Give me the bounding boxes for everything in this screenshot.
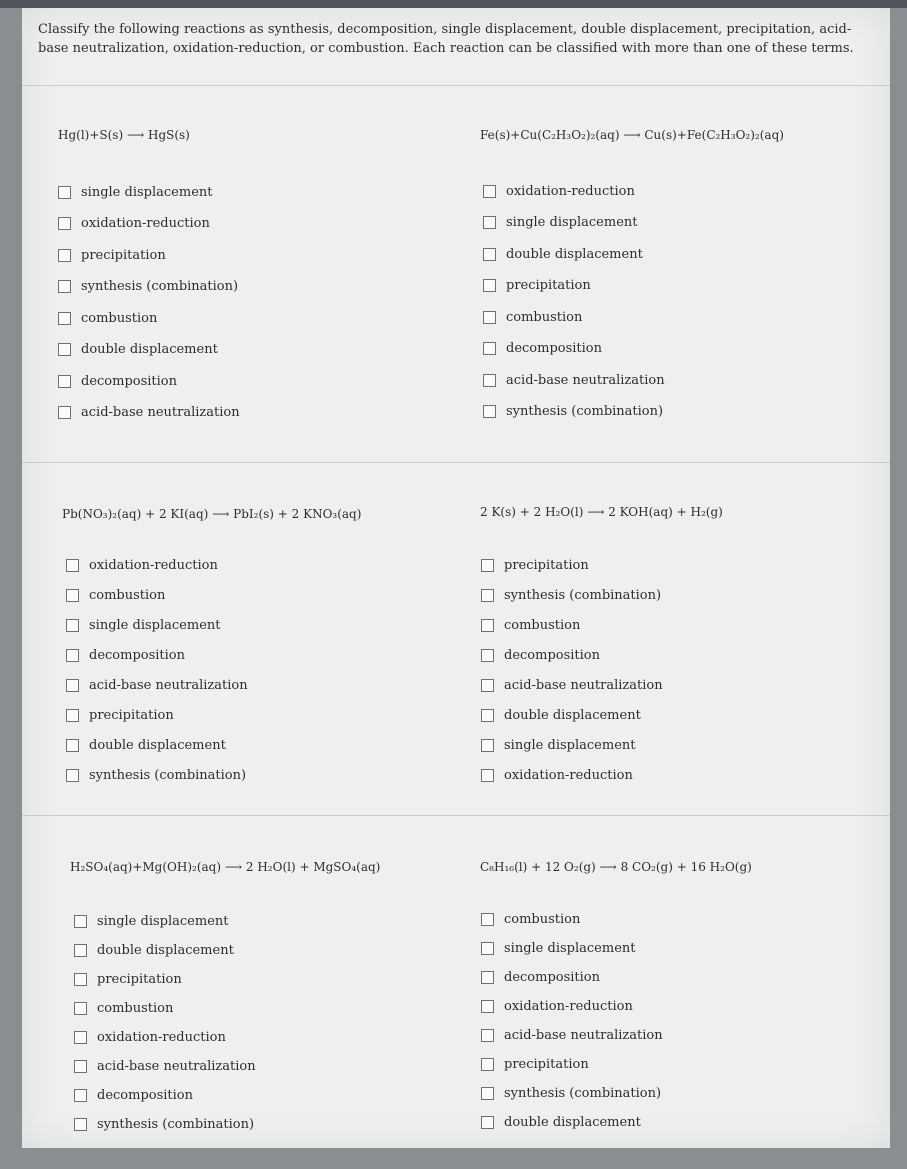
option-label: decomposition (81, 373, 178, 389)
option-checkbox[interactable] (483, 404, 665, 420)
option-label: double displacement (89, 737, 226, 753)
reaction-5-options (74, 913, 256, 1132)
option-label: single displacement (504, 940, 636, 956)
instructions-text: Classify the following reactions as synthesis, decomposition, single displacement, double displacement, precipitation, acid-base neutralization, oxidation-reduction, or combustion. Each reaction can be classified with more than one of these terms. (38, 22, 854, 56)
option-checkbox[interactable] (66, 707, 248, 723)
checkbox[interactable] (66, 739, 79, 752)
checkbox[interactable] (483, 248, 496, 261)
option-label: oxidation-reduction (506, 183, 635, 199)
option-checkbox[interactable] (74, 1087, 256, 1103)
checkbox[interactable] (481, 971, 494, 984)
option-label: oxidation-reduction (504, 767, 633, 783)
option-label: decomposition (504, 969, 601, 985)
option-checkbox[interactable] (74, 971, 256, 987)
checkbox[interactable] (58, 186, 71, 199)
checkbox[interactable] (74, 1118, 87, 1131)
option-checkbox[interactable] (66, 617, 248, 633)
option-label: single displacement (81, 184, 213, 200)
option-label: synthesis (combination) (504, 1085, 662, 1101)
option-label: combustion (504, 911, 581, 927)
option-checkbox[interactable] (481, 737, 663, 753)
checkbox[interactable] (74, 915, 87, 928)
option-checkbox[interactable] (481, 557, 663, 573)
checkbox[interactable] (74, 1002, 87, 1015)
checkbox[interactable] (66, 679, 79, 692)
option-label: acid-base neutralization (97, 1058, 256, 1074)
checkbox[interactable] (481, 589, 494, 602)
option-checkbox[interactable] (481, 767, 663, 783)
checkbox[interactable] (481, 1116, 494, 1129)
reaction-4-options (481, 557, 663, 783)
option-label: precipitation (81, 247, 166, 263)
divider (22, 815, 890, 816)
reaction-5-equation: H₂SO₄(aq)+Mg(OH)₂(aq) ⟶ 2 H₂O(l) + MgSO₄(aq) (70, 860, 381, 874)
option-label: oxidation-reduction (89, 557, 218, 573)
option-label: acid-base neutralization (506, 372, 665, 388)
checkbox[interactable] (66, 649, 79, 662)
divider (22, 462, 890, 463)
checkbox[interactable] (483, 279, 496, 292)
option-checkbox[interactable] (483, 372, 665, 388)
checkbox[interactable] (483, 185, 496, 198)
option-label: acid-base neutralization (81, 405, 240, 420)
option-checkbox[interactable] (66, 677, 248, 693)
checkbox[interactable] (481, 679, 494, 692)
option-label: acid-base neutralization (89, 677, 248, 693)
option-checkbox[interactable] (58, 247, 240, 263)
checkbox[interactable] (74, 944, 87, 957)
checkbox[interactable] (74, 1060, 87, 1073)
reaction-6-options (481, 911, 663, 1130)
checkbox[interactable] (74, 1031, 87, 1044)
checkbox[interactable] (74, 1089, 87, 1102)
option-checkbox[interactable] (74, 1029, 256, 1045)
checkbox[interactable] (483, 216, 496, 229)
reaction-3-options (66, 557, 248, 783)
option-checkbox[interactable] (481, 617, 663, 633)
option-label: synthesis (combination) (89, 767, 247, 783)
option-checkbox[interactable] (481, 998, 663, 1014)
checkbox[interactable] (66, 619, 79, 632)
checkbox[interactable] (66, 709, 79, 722)
checkbox[interactable] (481, 1029, 494, 1042)
option-checkbox[interactable] (74, 913, 256, 929)
option-checkbox[interactable] (58, 184, 240, 200)
option-checkbox[interactable] (481, 677, 663, 693)
option-label: combustion (506, 309, 583, 325)
option-checkbox[interactable] (481, 911, 663, 927)
option-label: decomposition (506, 341, 603, 356)
checkbox[interactable] (481, 739, 494, 752)
option-checkbox[interactable] (58, 342, 240, 358)
option-label: precipitation (97, 971, 182, 987)
option-checkbox[interactable] (66, 737, 248, 753)
option-label: decomposition (504, 647, 601, 663)
option-checkbox[interactable] (66, 557, 248, 573)
option-checkbox[interactable] (481, 1085, 663, 1101)
option-checkbox[interactable] (481, 1114, 663, 1130)
checkbox[interactable] (481, 559, 494, 572)
option-label: precipitation (506, 278, 591, 293)
option-checkbox[interactable] (481, 587, 663, 603)
option-checkbox[interactable] (481, 1056, 663, 1072)
reaction-3-equation: Pb(NO₃)₂(aq) + 2 KI(aq) ⟶ PbI₂(s) + 2 KNO₃(aq) (62, 507, 362, 521)
checkbox[interactable] (481, 649, 494, 662)
checkbox[interactable] (483, 342, 496, 355)
checkbox[interactable] (66, 769, 79, 782)
checkbox[interactable] (74, 973, 87, 986)
option-checkbox[interactable] (481, 940, 663, 956)
checkbox[interactable] (481, 769, 494, 782)
option-checkbox[interactable] (74, 1058, 256, 1074)
checkbox[interactable] (58, 280, 71, 293)
option-label: decomposition (97, 1087, 194, 1103)
option-label: precipitation (89, 707, 174, 723)
option-checkbox[interactable] (483, 246, 665, 262)
checkbox[interactable] (58, 343, 71, 356)
option-checkbox[interactable] (58, 310, 240, 326)
checkbox[interactable] (481, 942, 494, 955)
option-checkbox[interactable] (58, 405, 240, 421)
option-label: oxidation-reduction (97, 1029, 226, 1045)
checkbox[interactable] (481, 619, 494, 632)
checkbox[interactable] (58, 375, 71, 388)
option-label: precipitation (504, 557, 589, 573)
checkbox[interactable] (58, 312, 71, 325)
option-label: single displacement (504, 737, 636, 753)
option-label: oxidation-reduction (504, 998, 633, 1014)
option-checkbox[interactable] (66, 767, 248, 783)
checkbox[interactable] (481, 1000, 494, 1013)
option-label: combustion (97, 1000, 174, 1016)
option-checkbox[interactable] (74, 1116, 256, 1132)
reaction-2-equation: Fe(s)+Cu(C₂H₃O₂)₂(aq) ⟶ Cu(s)+Fe(C₂H₃O₂)₂(aq) (480, 128, 784, 142)
option-checkbox[interactable] (483, 309, 665, 325)
checkbox[interactable] (483, 311, 496, 324)
option-checkbox[interactable] (58, 279, 240, 295)
option-label: synthesis (combination) (506, 404, 664, 419)
option-checkbox[interactable] (66, 587, 248, 603)
reaction-1-equation: Hg(l)+S(s) ⟶ HgS(s) (58, 128, 190, 142)
option-label: double displacement (81, 342, 218, 357)
option-label: single displacement (506, 215, 638, 230)
option-label: double displacement (504, 1114, 641, 1130)
checkbox[interactable] (58, 217, 71, 230)
option-label: double displacement (504, 707, 641, 723)
option-checkbox[interactable] (66, 647, 248, 663)
option-label: double displacement (97, 942, 234, 958)
reaction-1-options (58, 184, 240, 421)
option-label: precipitation (504, 1056, 589, 1072)
option-checkbox[interactable] (483, 278, 665, 294)
option-checkbox[interactable] (481, 647, 663, 663)
option-label: single displacement (89, 617, 221, 633)
checkbox[interactable] (481, 1058, 494, 1071)
checkbox[interactable] (481, 1087, 494, 1100)
option-checkbox[interactable] (483, 183, 665, 199)
option-label: synthesis (combination) (504, 587, 662, 603)
reaction-2-options (483, 183, 665, 420)
option-checkbox[interactable] (481, 707, 663, 723)
option-label: acid-base neutralization (504, 1027, 663, 1043)
checkbox[interactable] (483, 405, 496, 418)
option-checkbox[interactable] (481, 1027, 663, 1043)
option-label: combustion (89, 587, 166, 603)
option-label: combustion (504, 617, 581, 633)
option-label: synthesis (combination) (97, 1116, 255, 1132)
option-label: double displacement (506, 246, 643, 262)
checkbox[interactable] (66, 559, 79, 572)
checkbox[interactable] (58, 406, 71, 419)
reaction-4-equation: 2 K(s) + 2 H₂O(l) ⟶ 2 KOH(aq) + H₂(g) (480, 505, 723, 519)
checkbox[interactable] (481, 709, 494, 722)
option-checkbox[interactable] (74, 1000, 256, 1016)
option-label: decomposition (89, 647, 186, 663)
option-label: single displacement (97, 913, 229, 929)
divider (22, 85, 890, 86)
top-bar (0, 0, 907, 8)
checkbox[interactable] (483, 374, 496, 387)
option-checkbox[interactable] (58, 373, 240, 389)
option-label: synthesis (combination) (81, 279, 239, 294)
option-label: combustion (81, 310, 158, 326)
checkbox[interactable] (58, 249, 71, 262)
option-checkbox[interactable] (481, 969, 663, 985)
option-label: oxidation-reduction (81, 216, 210, 231)
option-label: acid-base neutralization (504, 677, 663, 693)
reaction-6-equation: C₈H₁₆(l) + 12 O₂(g) ⟶ 8 CO₂(g) + 16 H₂O(g) (480, 860, 752, 874)
option-checkbox[interactable] (483, 215, 665, 231)
checkbox[interactable] (66, 589, 79, 602)
checkbox[interactable] (481, 913, 494, 926)
option-checkbox[interactable] (483, 341, 665, 357)
option-checkbox[interactable] (74, 942, 256, 958)
option-checkbox[interactable] (58, 216, 240, 232)
